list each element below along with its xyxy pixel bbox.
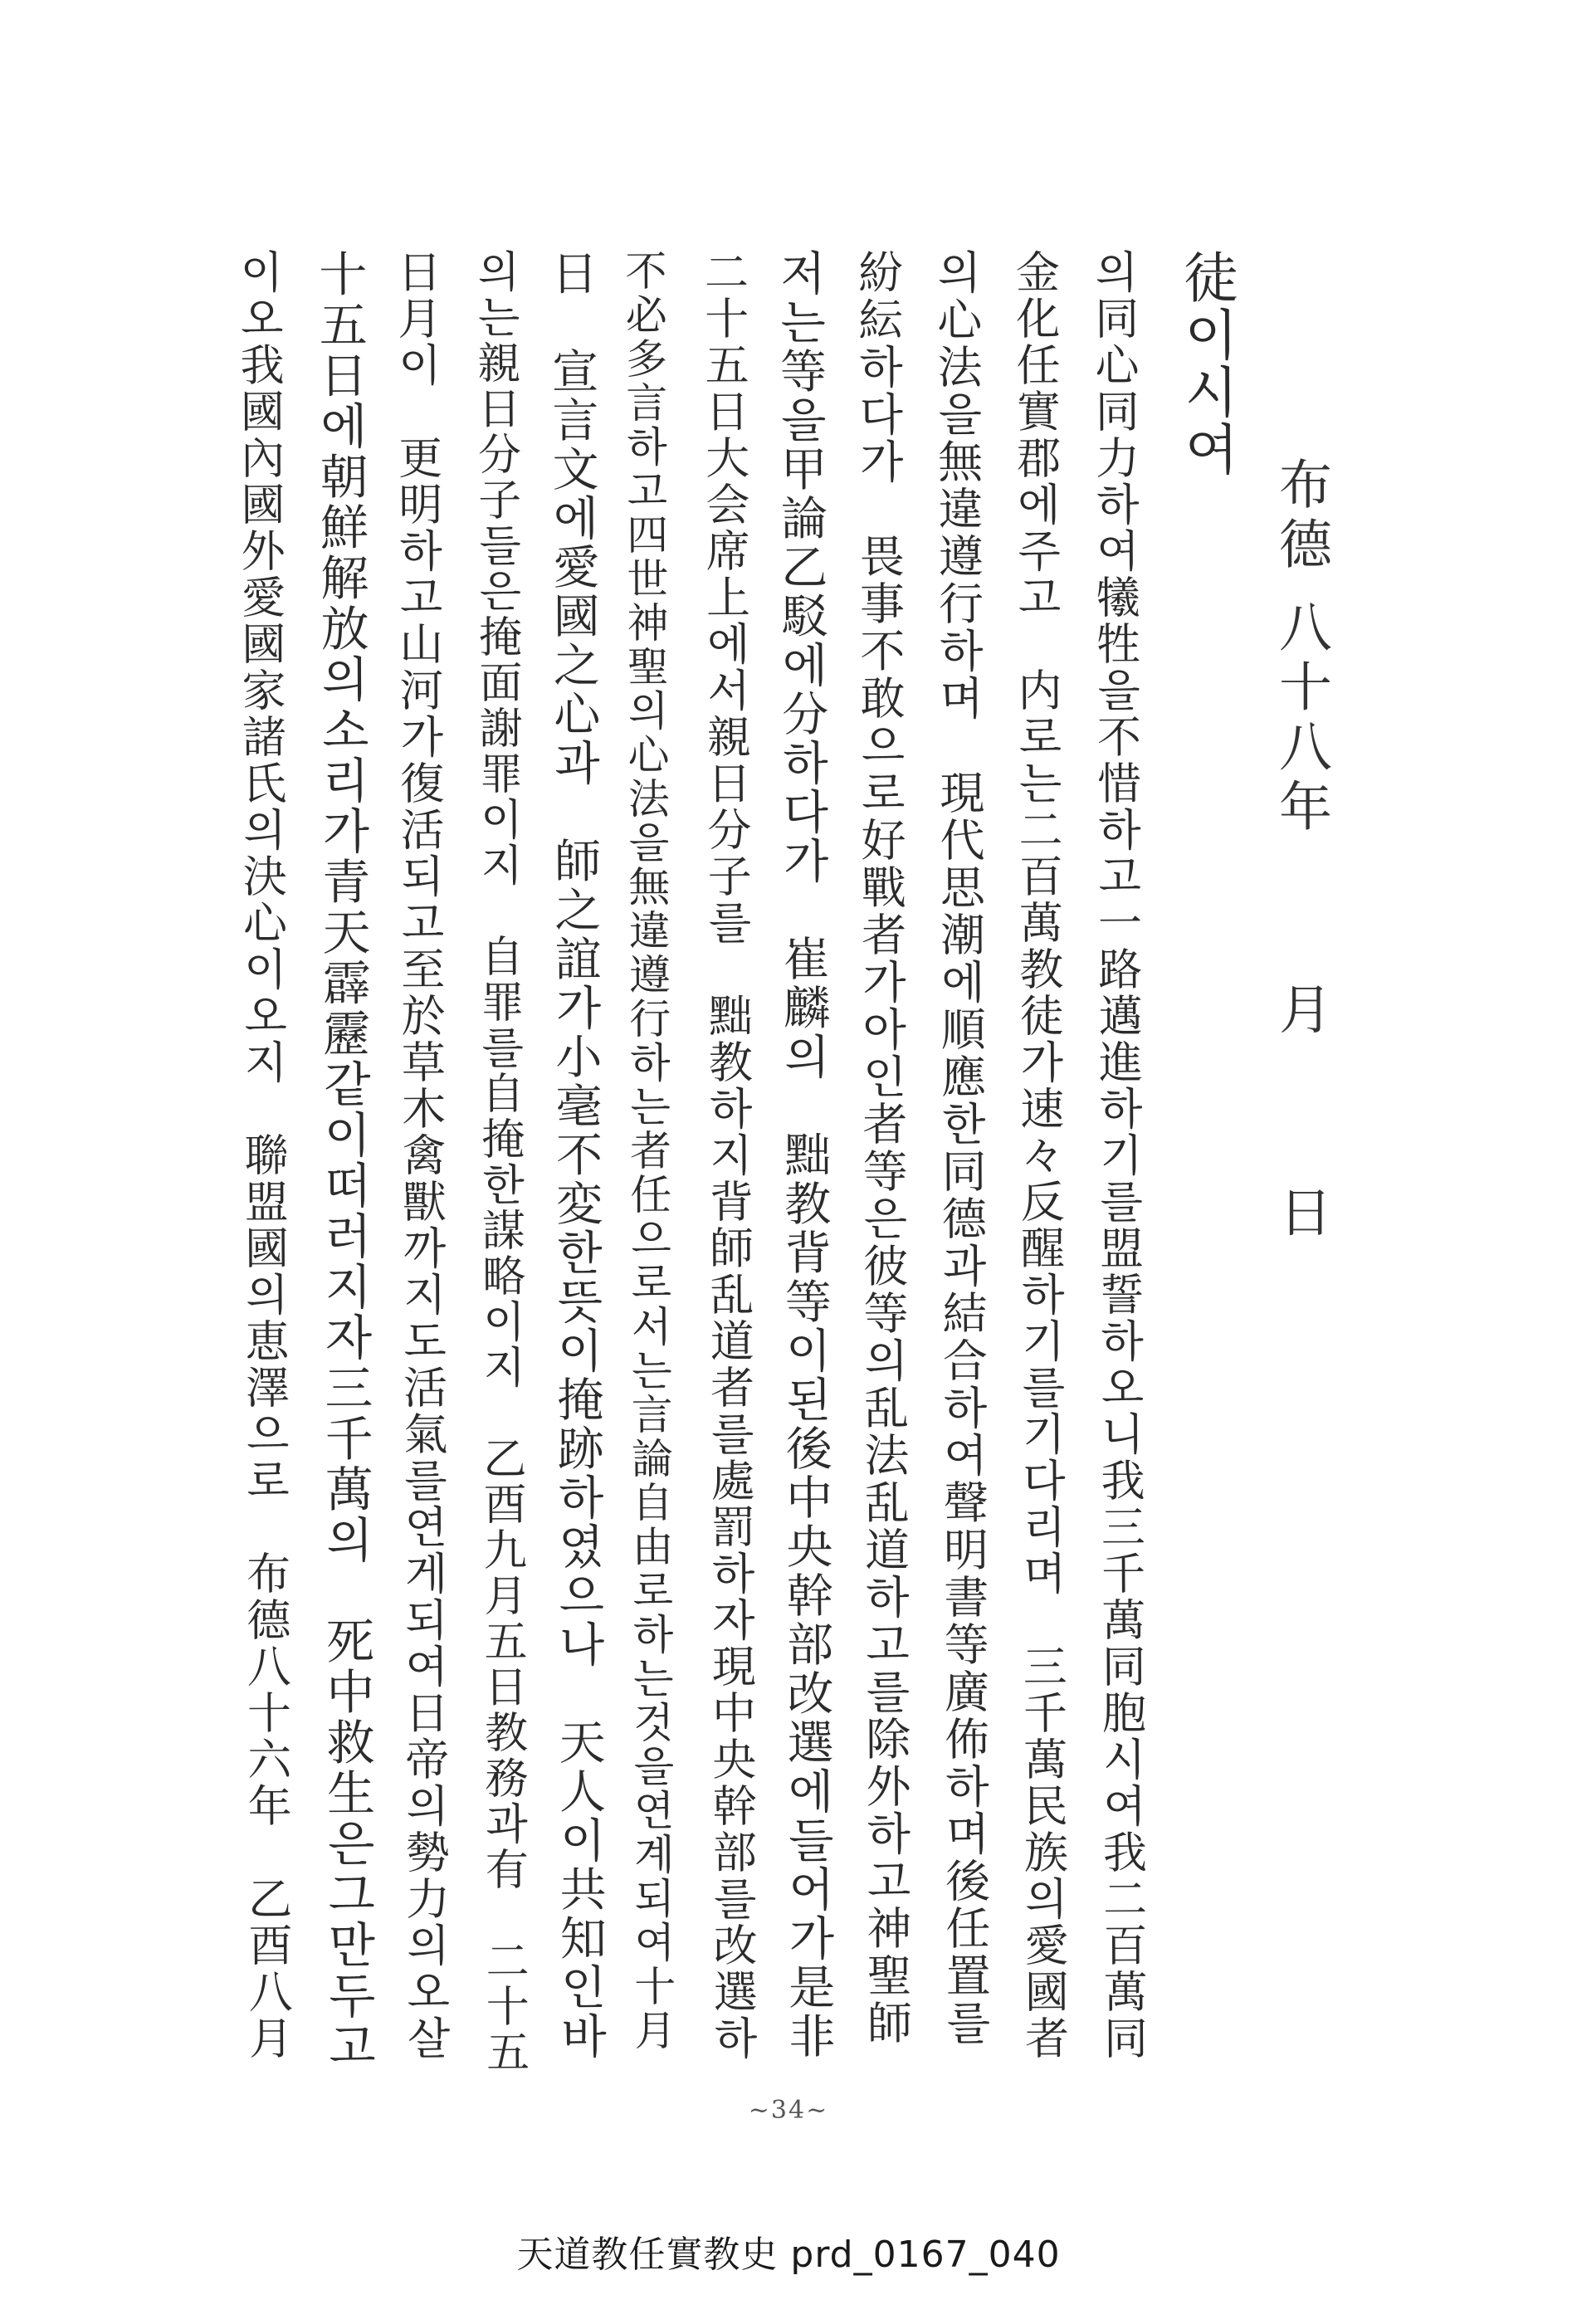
page-number: ~34~ (748, 2096, 829, 2125)
text-column-5: 紛紜하다가 畏事不敢으로好戰者가아인者等은彼等의乱法乱道하고를除外하고神聖師 (851, 248, 913, 2048)
text-column-8: 不必多言하고四世神聖의心法을無違遵行하는者任으로서는言論自由로하는것을연계되여十月 (618, 248, 676, 2053)
text-column-2: 의同心同力하여犧牲을不惜하고一路邁進하기를盟誓하오니我三千萬同胞시여我二百萬同 (1087, 248, 1148, 2063)
text-column-4: 의心法을無違遵行하며 現代思潮에順應한同德과結合하여聲明書等廣佈하며後任置를 (930, 248, 992, 2048)
text-column-9: 日 宣言文에愛國之心과 師之誼가小毫不変한뜻이掩跡하였으나 天人이共知인바 (544, 248, 608, 2062)
text-column-1: 徒이시여 (1174, 248, 1239, 479)
text-column-11: 日月이 更明하고山河가復活되고至於草木禽獸까지도活氣를연게되여日帝의勢力의오살 (390, 248, 451, 2063)
page-heading-date: 布德 八十八年 月 日 (1270, 456, 1331, 1245)
text-column-7: 二十五日大会席上에서親日分子를 黜教하지背師乱道者를處罰하자現中央幹部를改選하 (697, 248, 758, 2063)
text-column-6: 저는等을甲論乙駁에分하다가 崔麟의 黜教背等이된後中央幹部改選에들어가是非 (772, 248, 836, 2062)
text-column-12: 十五日에朝鮮解放의소리가青天霹靂같이떠러지자三千萬의 死中救生은그만두고 (310, 248, 377, 2073)
text-column-3: 金化任實郡에주고 内로는二百萬教徒가速々反醒하기를기다리며 三千萬民族의愛國者 (1008, 248, 1069, 2063)
document-caption: 天道教任實教史 prd_0167_040 (516, 2234, 1061, 2276)
text-column-10: 의는親日分子들은掩面謝罪이지 自罪를自掩한謀略이지 乙酉九月五日教務과有 二十五 (469, 248, 529, 2076)
text-column-13: 이오我國內國外愛國家諸氏의決心이오지 聯盟國의恵澤으로 布德八十六年 乙酉八月 (232, 248, 293, 2063)
